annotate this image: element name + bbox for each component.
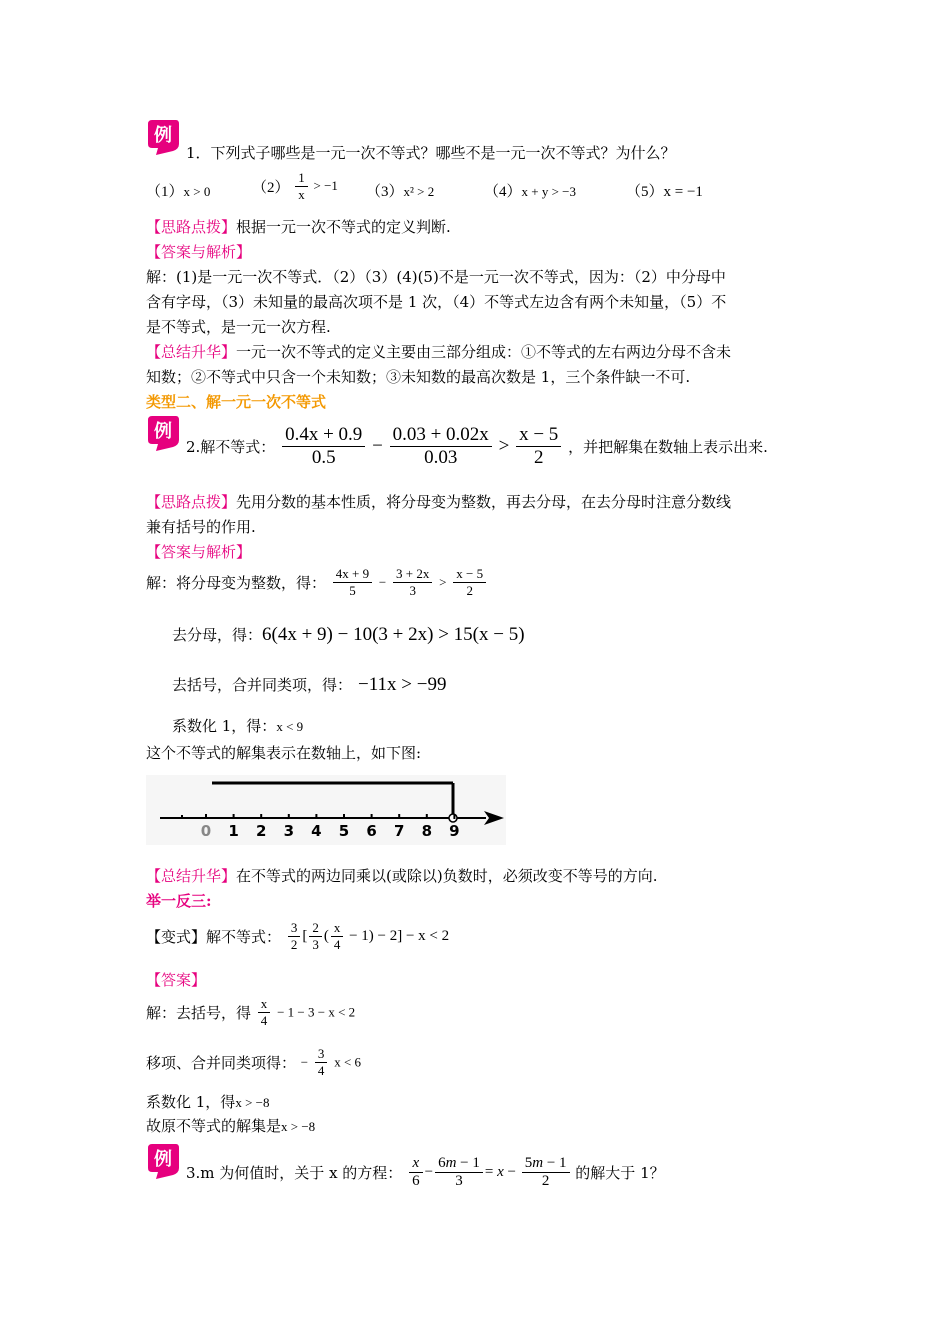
ex1-summary-line-2: 知数；②不等式中只含一个未知数；③未知数的最高次数是 1，三个条件缺一不可.: [146, 368, 691, 386]
axis-tick-label: 1: [228, 822, 239, 840]
axis-tick-label: 7: [393, 822, 405, 840]
example-1-question: 1．下列式子哪些是一元一次不等式？哪些不是一元一次不等式？为什么？: [186, 144, 676, 162]
ex1-item-4: （4）x + y > −3: [484, 184, 577, 200]
axis-tick-label: 9: [449, 822, 460, 840]
ex1-answer-heading: 【答案与解析】: [146, 243, 252, 261]
ex1-item-5: （5）x = −1: [626, 184, 703, 200]
axis-tick-label: 4: [311, 822, 322, 840]
example-badge-icon: [146, 118, 180, 156]
ex2-step-4: 系数化 1，得：x < 9: [172, 717, 304, 735]
section-heading-type-2: 类型二、解一元一次不等式: [146, 393, 327, 411]
ex2-hint-line-1: 【思路点拨】先用分数的基本性质，将分母变为整数，再去分母，在去分母时注意分数线: [146, 493, 732, 511]
example-3-question: 3.m 为何值时，关于 x 的方程： $\frac{x}{6}$ − $\frac{6m - 1}{3}$ = x − $\frac{5m - 1}{2}$ 的解大于 1？: [186, 1155, 665, 1189]
variant-question: 【变式】解不等式： $\frac{3}{2}$ [ $\frac{2}{3}$ ( $\frac{x}{4}$ − 1) − 2] − x < 2: [146, 920, 450, 952]
variant-step-2: 移项、合并同类项得： − $\frac{3}{4}$ x < 6: [146, 1046, 362, 1078]
ex1-item-1: （1）x > 0: [146, 184, 211, 200]
ex2-hint-line-2: 兼有括号的作用.: [146, 518, 256, 536]
practice-heading: 举一反三:: [146, 892, 212, 910]
variant-step-1: 解：去括号，得 $\frac{x}{4}$ − 1 − 3 − x < 2: [146, 996, 356, 1028]
number-line-figure: [146, 775, 506, 845]
variant-answer-heading: 【答案】: [146, 971, 207, 989]
ex2-axis-caption: 这个不等式的解集表示在数轴上，如下图:: [146, 744, 422, 762]
axis-tick-label: 2: [255, 822, 267, 840]
axis-tick-label: 0: [200, 822, 212, 840]
ex2-step-2: 去分母，得：6(4x + 9) − 10(3 + 2x) > 15(x − 5): [172, 624, 525, 645]
ex1-summary-line-1: 【总结升华】一元一次不等式的定义主要由三部分组成：①不等式的左右两边分母不含未: [146, 343, 732, 361]
ex2-summary: 【总结升华】在不等式的两边同乘以(或除以)负数时，必须改变不等号的方向.: [146, 867, 658, 885]
ex2-step-3: 去括号，合并同类项，得： −11x > −99: [172, 674, 447, 695]
svg-text:例: 例: [154, 1149, 172, 1170]
variant-step-3: 系数化 1，得x > −8: [146, 1093, 270, 1111]
axis-tick-label: 3: [283, 822, 295, 840]
example-2-question: 2.解不等式： $\frac{0.4x + 0.9}{0.5}$ − $\frac{0.03 + 0.02x}{0.03}$ > $\frac{x - 5}{2}$ ，并把解集在数轴上表示出来.: [186, 424, 768, 468]
ex1-answer-line-3: 是不等式，是一元一次方程.: [146, 318, 331, 336]
example-badge-icon: [146, 414, 180, 452]
open-endpoint-circle: [449, 814, 457, 822]
ex2-answer-heading: 【答案与解析】: [146, 543, 252, 561]
ex2-step-1: 解：将分母变为整数，得： $\frac{4x + 9}{5}$ − $\frac{3 + 2x}{3}$ > $\frac{x - 5}{2}$: [146, 566, 488, 599]
ex1-answer-line-1: 解：(1)是一元一次不等式．（2）（3）(4)(5)不是一元一次不等式，因为：（2）中分母中: [146, 268, 726, 286]
axis-tick-label: 6: [366, 822, 377, 840]
example-badge-icon: [146, 1142, 180, 1180]
axis-tick-label: 5: [338, 822, 350, 840]
ex1-hint: 【思路点拨】根据一元一次不等式的定义判断.: [146, 218, 451, 236]
ex1-item-2: （2） $\frac{1}{x}$ > −1: [252, 170, 338, 202]
ex1-answer-line-2: 含有字母，（3）未知量的最高次项不是 1 次，（4）不等式左边含有两个未知量，（5）不: [146, 293, 727, 311]
axis-tick-label: 8: [421, 822, 433, 840]
variant-step-4: 故原不等式的解集是x > −8: [146, 1117, 316, 1135]
ex1-item-3: （3）x² > 2: [366, 184, 435, 200]
svg-text:例: 例: [154, 125, 172, 146]
svg-text:例: 例: [154, 421, 172, 442]
